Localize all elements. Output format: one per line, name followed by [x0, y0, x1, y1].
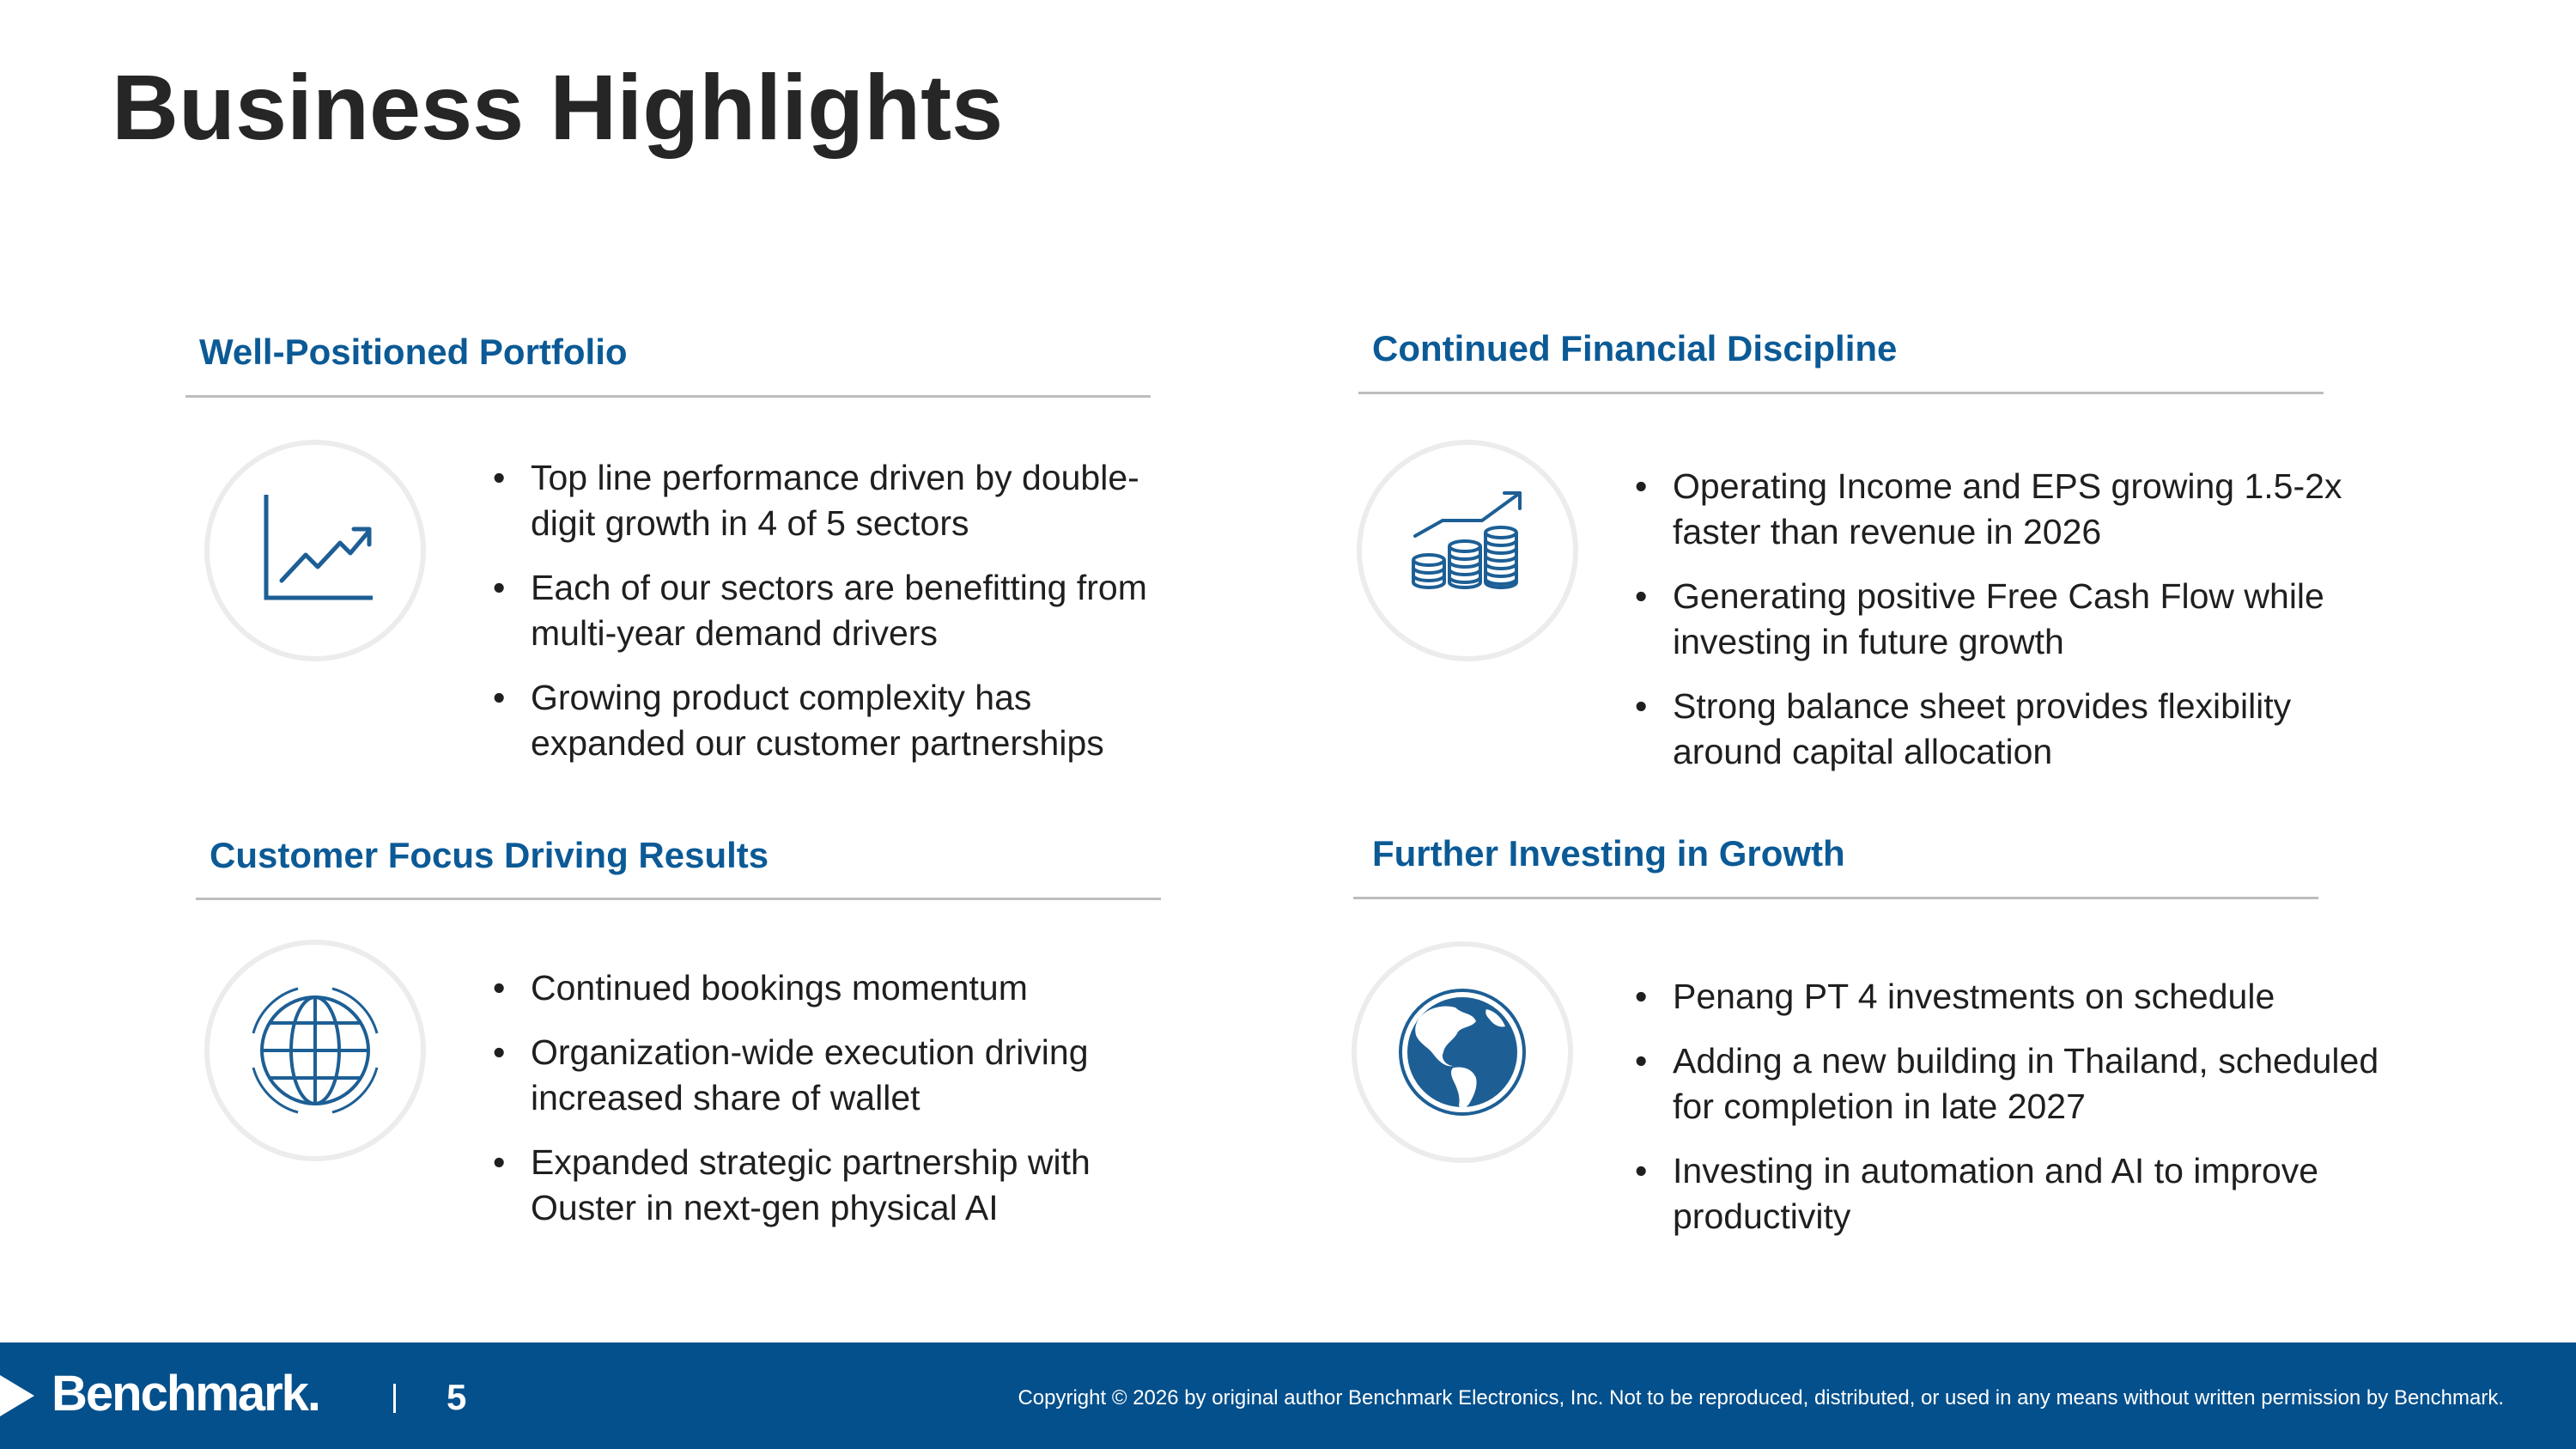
- bullet-list: [1635, 974, 2391, 1258]
- section-heading: Well-Positioned Portfolio: [199, 332, 628, 372]
- section-heading: Further Investing in Growth: [1372, 833, 1845, 874]
- icon-badge: [204, 440, 426, 661]
- bullet-list: [1635, 464, 2391, 794]
- bullet-item: • Organization-wide execution driving increased share of wallet: [493, 1030, 1163, 1121]
- section-divider: [1358, 392, 2324, 394]
- icon-badge: [1357, 440, 1578, 661]
- bullet-item: • Adding a new building in Thailand, scheduled for completion in late 2027: [1635, 1038, 2391, 1129]
- coin-stacks-growth-icon: [1403, 486, 1532, 615]
- bullet-list: [493, 965, 1163, 1250]
- bullet-item: • Growing product complexity has expanded our customer partnerships: [493, 675, 1163, 766]
- copyright-notice: Copyright © 2026 by original author Benchmark Electronics, Inc. Not to be reproduced, distributed, or used in any means without written permission by Benchmark.: [1018, 1386, 2504, 1409]
- bullet-item: • Strong balance sheet provides flexibility around capital allocation: [1635, 684, 2391, 775]
- benchmark-logo: Benchmark.: [52, 1366, 320, 1422]
- bullet-item: • Investing in automation and AI to improve productivity: [1635, 1148, 2391, 1239]
- section-divider: [1353, 897, 2318, 899]
- footer-bar: [0, 1342, 2576, 1449]
- bullet-item: • Penang PT 4 investments on schedule: [1635, 974, 2391, 1020]
- bullet-item: • Expanded strategic partnership with Ouster in next-gen physical AI: [493, 1140, 1163, 1231]
- section-divider: [185, 395, 1151, 398]
- bullet-item: • Top line performance driven by double-digit growth in 4 of 5 sectors: [493, 455, 1163, 546]
- icon-badge: [204, 940, 426, 1161]
- bullet-list: [493, 455, 1163, 785]
- line-chart-icon: [251, 486, 380, 615]
- bullet-item: • Generating positive Free Cash Flow while investing in future growth: [1635, 574, 2391, 665]
- section-divider: [196, 898, 1161, 900]
- slide-title: Business Highlights: [112, 55, 1004, 159]
- bullet-item: • Each of our sectors are benefitting from multi-year demand drivers: [493, 565, 1163, 656]
- bullet-item: • Continued bookings momentum: [493, 965, 1163, 1011]
- footer-divider: [393, 1384, 396, 1413]
- section-heading: Customer Focus Driving Results: [210, 835, 769, 875]
- page-number: 5: [447, 1377, 467, 1417]
- icon-badge: [1352, 941, 1573, 1163]
- bullet-item: • Operating Income and EPS growing 1.5-2x faster than revenue in 2026: [1635, 464, 2391, 555]
- benchmark-logo-mark-icon: [0, 1375, 34, 1416]
- earth-americas-icon: [1394, 983, 1531, 1121]
- globe-grid-icon: [238, 973, 392, 1128]
- section-heading: Continued Financial Discipline: [1372, 328, 1898, 368]
